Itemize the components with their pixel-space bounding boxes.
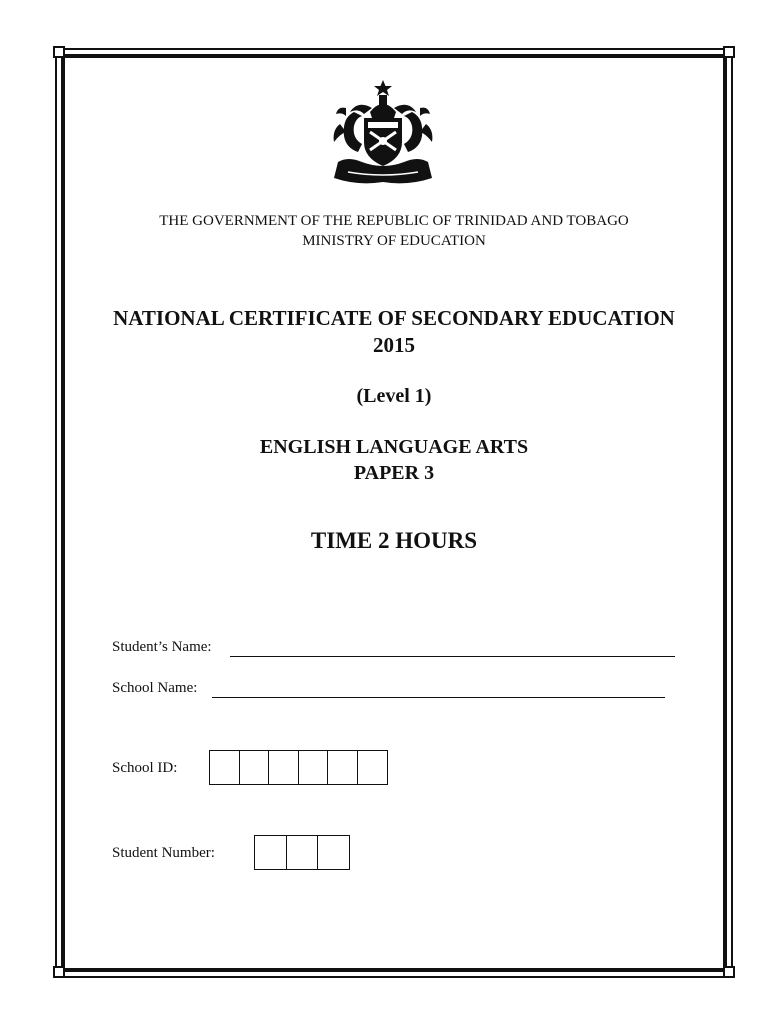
exam-title: NATIONAL CERTIFICATE OF SECONDARY EDUCATION: [113, 306, 675, 330]
student-name-field[interactable]: [230, 656, 675, 657]
school-id-digit-box[interactable]: [298, 750, 329, 785]
exam-year: 2015: [373, 333, 415, 357]
school-id-digit-box[interactable]: [239, 750, 270, 785]
school-id-digit-box[interactable]: [268, 750, 299, 785]
page-border-inner: [61, 54, 727, 972]
school-id-boxes: [209, 750, 388, 785]
student-number-digit-box[interactable]: [286, 835, 319, 870]
school-name-field[interactable]: [212, 697, 665, 698]
exam-subject: ENGLISH LANGUAGE ARTS: [259, 436, 529, 458]
student-name-label: Student’s Name:: [112, 639, 212, 655]
border-corner-ornament: [53, 46, 65, 58]
government-heading: THE GOVERNMENT OF THE REPUBLIC OF TRINIDAD AND TOBAGO: [159, 213, 629, 229]
school-id-digit-box[interactable]: [357, 750, 388, 785]
school-id-digit-box[interactable]: [327, 750, 358, 785]
school-id-digit-box[interactable]: [209, 750, 240, 785]
school-id-label: School ID:: [112, 760, 178, 776]
coat-of-arms-icon: [328, 78, 438, 186]
border-corner-ornament: [723, 966, 735, 978]
student-number-boxes: [254, 835, 350, 870]
ministry-heading: MINISTRY OF EDUCATION: [302, 233, 486, 249]
school-name-label: School Name:: [112, 680, 198, 696]
exam-paper: PAPER 3: [353, 462, 435, 484]
student-number-digit-box[interactable]: [254, 835, 287, 870]
exam-duration: TIME 2 HOURS: [310, 528, 478, 553]
border-corner-ornament: [53, 966, 65, 978]
exam-level: (Level 1): [356, 385, 432, 407]
student-number-digit-box[interactable]: [317, 835, 350, 870]
border-corner-ornament: [723, 46, 735, 58]
student-number-label: Student Number:: [112, 845, 215, 861]
